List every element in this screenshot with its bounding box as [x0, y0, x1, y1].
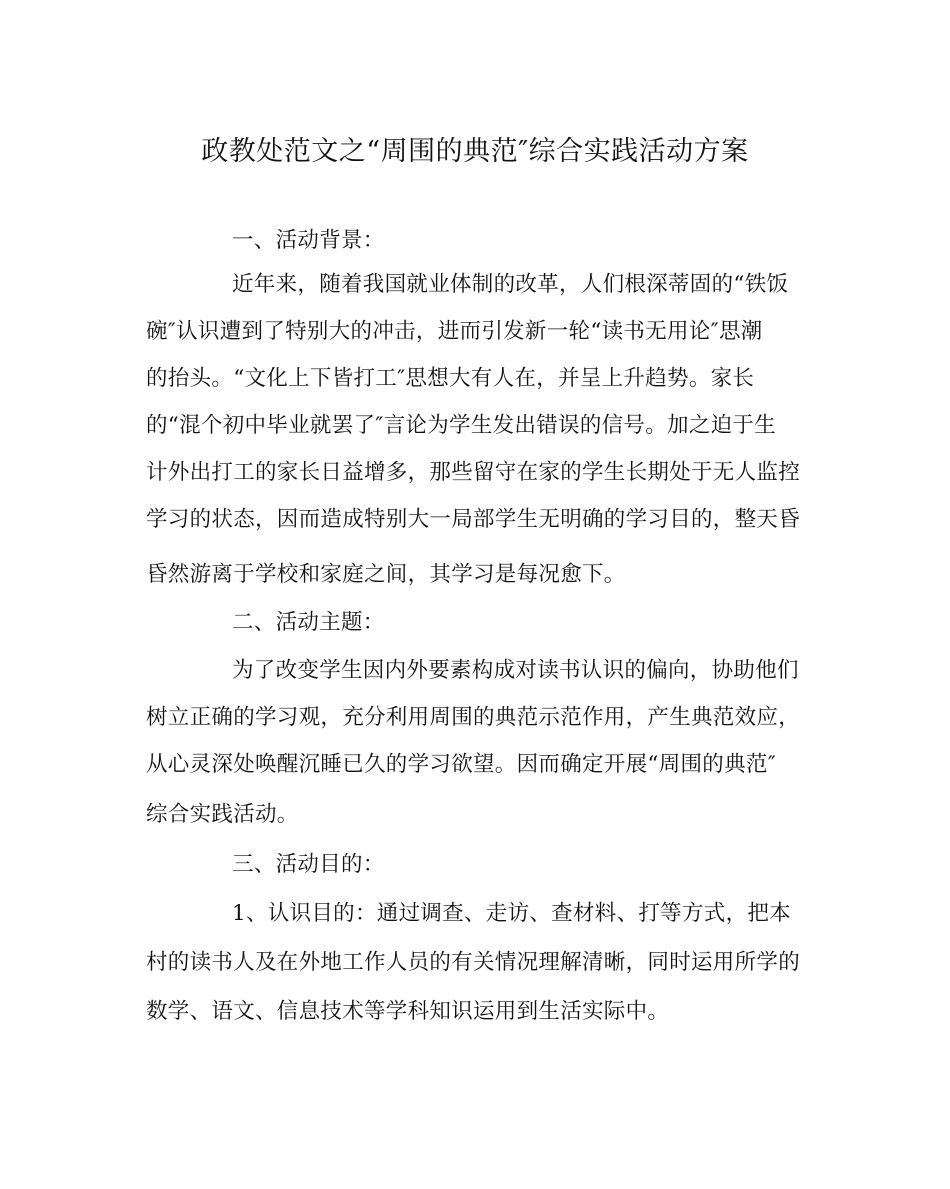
paragraph-line: 昏然游离于学校和家庭之间，其学习是每况愈下。	[146, 562, 626, 587]
paragraph-line: 计外出打工的家长日益增多，那些留守在家的学生长期处于无人监控	[146, 460, 801, 485]
document-title: 政教处范文之“周围的典范″综合实践活动方案	[201, 136, 749, 167]
paragraph-line: 1、认识目的：通过调查、走访、查材料、打等方式，把本	[232, 901, 791, 926]
paragraph-line: 近年来，随着我国就业体制的改革，人们根深蒂固的“铁饭	[232, 272, 789, 297]
paragraph-line: 学习的状态，因而造成特别大一局部学生无明确的学习目的，整天昏	[146, 507, 801, 532]
paragraph-line: 综合实践活动。	[146, 802, 299, 827]
section-heading-background: 一、活动背景：	[232, 228, 385, 253]
paragraph-line: 从心灵深处唤醒沉睡已久的学习欲望。因而确定开展“周围的典范″	[146, 752, 777, 777]
section-heading-theme: 二、活动主题：	[232, 610, 385, 635]
paragraph-line: 为了改变学生因内外要素构成对读书认识的偏向，协助他们	[232, 658, 799, 683]
paragraph-line: 数学、语文、信息技术等学科知识运用到生活实际中。	[146, 999, 670, 1024]
paragraph-line: 的抬头。“文化上下皆打工″思想大有人在，并呈上升趋势。家长	[146, 366, 755, 391]
section-heading-purpose: 三、活动目的：	[232, 852, 385, 877]
paragraph-line: 碗″认识遭到了特别大的冲击，进而引发新一轮“读书无用论″思潮	[146, 319, 763, 344]
paragraph-line: 村的读书人及在外地工作人员的有关情况理解清晰，同时运用所学的	[146, 950, 801, 975]
paragraph-line: 树立正确的学习观，充分利用周围的典范示范作用，产生典范效应，	[146, 705, 801, 730]
paragraph-line: 的“混个初中毕业就罢了″言论为学生发出错误的信号。加之迫于生	[146, 413, 777, 438]
